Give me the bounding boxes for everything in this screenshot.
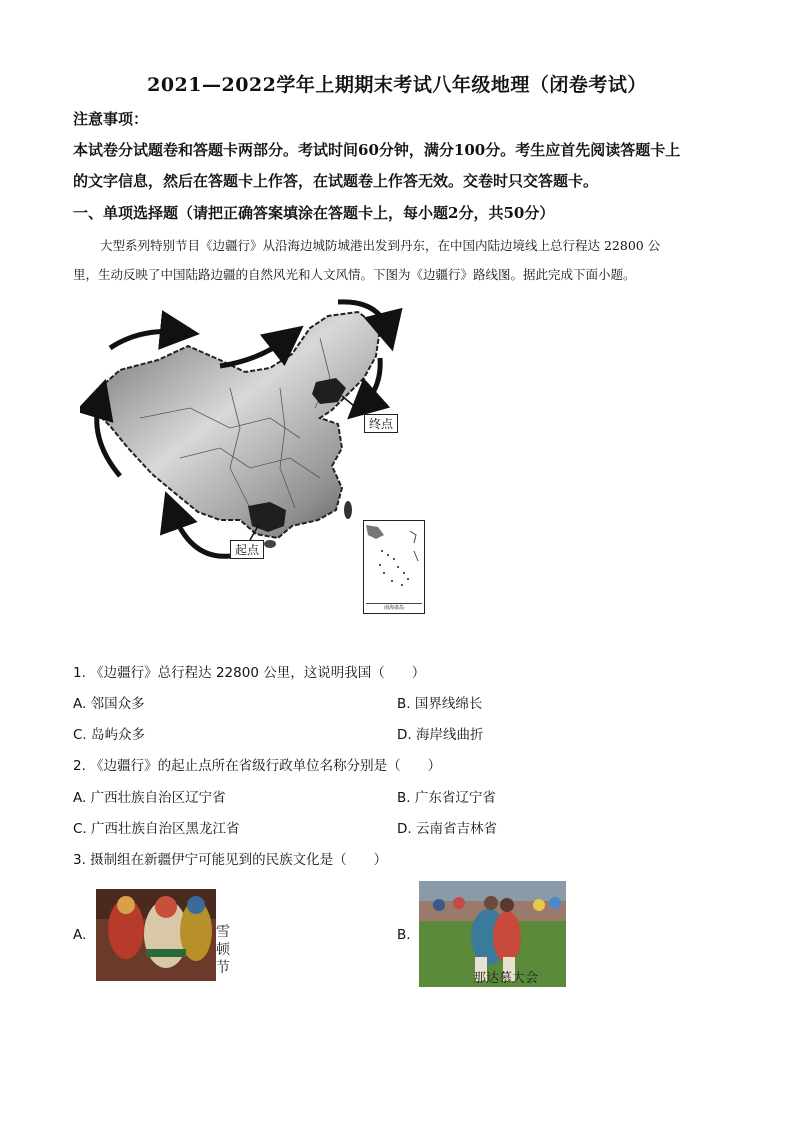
photo-a-caption-char-2: 顿 bbox=[216, 942, 230, 958]
end-point-label: 终点 bbox=[364, 414, 398, 433]
question-2-option-a[interactable]: A. 广西壮族自治区辽宁省 bbox=[73, 790, 226, 806]
question-1-stem: 1. 《边疆行》总行程达 22800 公里，这说明我国（ ） bbox=[73, 665, 426, 681]
question-1-option-d[interactable]: D. 海岸线曲折 bbox=[397, 727, 484, 743]
question-1-option-a[interactable]: A. 邻国众多 bbox=[73, 696, 145, 712]
festival-dancers-image bbox=[96, 889, 234, 981]
question-2-option-b[interactable]: B. 广东省辽宁省 bbox=[397, 790, 496, 806]
intro-line-2: 里，生动反映了中国陆路边疆的自然风光和人文风情。下图为《边疆行》路线图。据此完成下面小题。 bbox=[73, 267, 636, 282]
start-point-label: 起点 bbox=[230, 540, 264, 559]
question-1-option-b[interactable]: B. 国界线绵长 bbox=[397, 696, 483, 712]
question-2-option-c[interactable]: C. 广西壮族自治区黑龙江省 bbox=[73, 821, 240, 837]
south-china-sea-inset bbox=[363, 520, 425, 614]
question-3-option-a[interactable]: A. bbox=[73, 927, 87, 943]
question-3-option-b[interactable]: B. bbox=[397, 927, 411, 943]
notes-line-2: 的文字信息，然后在答题卡上作答，在试题卷上作答无效。交卷时只交答题卡。 bbox=[73, 172, 599, 190]
photo-a-caption-char-1: 雪 bbox=[216, 924, 230, 940]
question-1-option-c[interactable]: C. 岛屿众多 bbox=[73, 727, 146, 743]
page-title: 2021—2022学年上期期末考试八年级地理（闭卷考试） bbox=[147, 74, 647, 96]
inset-islands bbox=[364, 521, 424, 601]
photo-b-caption: 那达慕大会 bbox=[473, 971, 539, 986]
notes-line-1: 本试卷分试题卷和答题卡两部分。考试时间60分钟，满分100分。考生应首先阅读答题卡上 bbox=[73, 141, 681, 159]
route-arrow-3 bbox=[110, 331, 180, 348]
photo-a-caption bbox=[216, 923, 230, 977]
intro-line-1: 大型系列特别节目《边疆行》从沿海边城防城港出发到丹东，在中国内陆边境线上总行程达 22800 公 bbox=[100, 238, 661, 253]
china-outline bbox=[94, 312, 380, 538]
question-2-option-d[interactable]: D. 云南省吉林省 bbox=[397, 821, 497, 837]
question-2-stem: 2. 《边疆行》的起止点所在省级行政单位名称分别是（ ） bbox=[73, 758, 442, 774]
photo-option-b bbox=[419, 881, 566, 987]
photo-a-caption-char-3: 节 bbox=[216, 960, 230, 976]
section-heading: 一、单项选择题（请把正确答案填涂在答题卡上，每小题2分，共50分） bbox=[73, 204, 555, 222]
inset-label: 南海诸岛 bbox=[366, 603, 422, 611]
route-arrow-4 bbox=[220, 338, 288, 366]
photo-option-a bbox=[96, 889, 234, 981]
question-3-stem: 3. 摄制组在新疆伊宁可能见到的民族文化是（ ） bbox=[73, 852, 388, 868]
notes-heading: 注意事项： bbox=[73, 110, 149, 128]
